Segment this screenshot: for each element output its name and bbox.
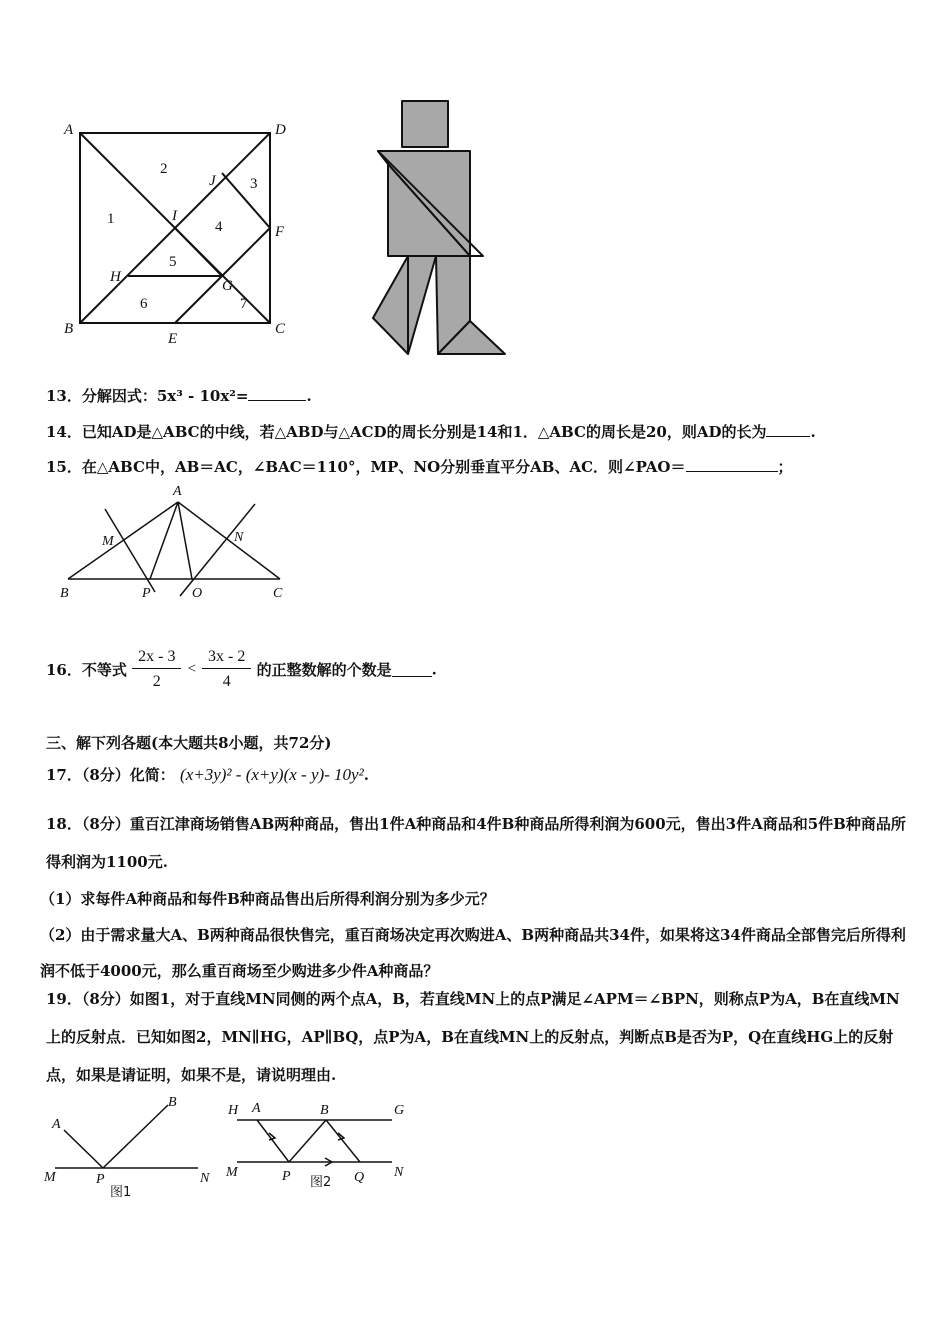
q15-answer-blank[interactable] bbox=[686, 457, 778, 472]
tangram-person-figure bbox=[368, 96, 513, 358]
fig1-label-N: N bbox=[200, 1171, 210, 1186]
region-5: 5 bbox=[169, 254, 177, 270]
q13-end: . bbox=[306, 387, 312, 405]
q16-lhs-fraction bbox=[132, 648, 181, 691]
label-C: C bbox=[275, 321, 286, 337]
fig1-label-P: P bbox=[96, 1172, 105, 1187]
label-E: E bbox=[168, 331, 178, 347]
region-2: 2 bbox=[160, 161, 168, 177]
fig2-label-M: M bbox=[226, 1165, 238, 1180]
region-3: 3 bbox=[250, 176, 258, 192]
question-13 bbox=[46, 385, 312, 406]
label-H: H bbox=[110, 269, 121, 285]
q14-answer-blank[interactable] bbox=[766, 422, 810, 437]
tri-label-C: C bbox=[273, 586, 283, 601]
fig2-caption: 图2 bbox=[310, 1175, 332, 1190]
question-19: 19．（8分）如图1，对于直线MN同侧的两个点A，B，若直线MN上的点P满足∠APM＝∠BPN，则称点P为A，B在直线MN上的反射点．已知如图2，MN∥HG，AP∥BQ，点P为A，B在直线MN上的反射点，判断点B是否为P，Q在直线HG上的反射点，如果是请证明，如果不是，请说明理由. bbox=[46, 990, 900, 1084]
q16-lhs-numerator: 2x - 3 bbox=[132, 648, 181, 669]
label-G: G bbox=[222, 278, 233, 294]
q14-text: 14．已知AD是△ABC的中线，若△ABD与△ACD的周长分别是14和1．△ABC的周长是20，则AD的长为 bbox=[46, 423, 767, 441]
tri-label-B: B bbox=[60, 586, 69, 601]
q15-end: ； bbox=[777, 458, 793, 476]
question-14 bbox=[46, 421, 816, 442]
region-1: 1 bbox=[107, 211, 115, 227]
isosceles-triangle-figure bbox=[50, 484, 295, 609]
tri-label-P: P bbox=[142, 586, 151, 601]
fig1-label-M: M bbox=[44, 1170, 56, 1185]
q13-text: 13．分解因式：5x³ - 10x²= bbox=[46, 387, 249, 405]
label-D: D bbox=[275, 122, 286, 138]
q17-expression: (x+3y)² - (x+y)(x - y)- 10y² bbox=[180, 765, 364, 784]
q17-text: 17．（8分）化简： bbox=[46, 766, 175, 784]
fig2-label-P: P bbox=[282, 1169, 291, 1184]
tri-label-M: M bbox=[102, 534, 114, 549]
question-18 bbox=[40, 805, 906, 989]
q18-part1: （1）求每件A种商品和每件B种商品售出后所得利润分别为多少元？ bbox=[40, 890, 495, 908]
fig1-caption: 图1 bbox=[110, 1185, 132, 1200]
fig1-label-A: A bbox=[52, 1117, 61, 1132]
left-leg bbox=[408, 256, 436, 354]
q16-end: . bbox=[431, 660, 437, 679]
figure-1 bbox=[40, 1090, 220, 1205]
question-17 bbox=[46, 764, 369, 785]
q16-rhs-numerator: 3x - 2 bbox=[202, 648, 251, 669]
fig2-label-H: H bbox=[228, 1103, 239, 1118]
q16-lhs-denominator: 2 bbox=[152, 673, 161, 690]
q16-rhs-fraction bbox=[202, 648, 251, 691]
question-15 bbox=[46, 456, 793, 477]
q18-part2: （2）由于需求量大A、B两种商品很快售完，重百商场决定再次购进A、B两种商品共34件，如果将这34件商品全部售完后所得利润不低于4000元，那么重百商场至少购进多少件A种商品？ bbox=[40, 926, 906, 980]
label-F: F bbox=[275, 224, 285, 240]
question-16 bbox=[46, 648, 437, 691]
q17-end: . bbox=[363, 766, 369, 784]
fig2-label-Q: Q bbox=[354, 1170, 365, 1185]
q16-rhs-denominator: 4 bbox=[222, 673, 231, 690]
q13-answer-blank[interactable] bbox=[248, 386, 306, 401]
q16-answer-blank[interactable] bbox=[392, 662, 432, 677]
label-J: J bbox=[209, 173, 216, 189]
label-A: A bbox=[64, 122, 74, 138]
tri-label-N: N bbox=[234, 530, 244, 545]
label-I: I bbox=[172, 208, 177, 224]
region-4: 4 bbox=[215, 219, 223, 235]
q18-text: 18．（8分）重百江津商场销售AB两种商品，售出1件A种商品和4件B种商品所得利润为600元，售出3件A商品和5件B种商品所得利润为1100元. bbox=[46, 815, 906, 871]
fig2-label-B: B bbox=[320, 1103, 329, 1118]
figure-2 bbox=[222, 1090, 422, 1205]
tangram-square-figure bbox=[60, 118, 300, 348]
fig2-label-N: N bbox=[394, 1165, 404, 1180]
head-square bbox=[402, 101, 448, 147]
tri-label-A: A bbox=[173, 484, 182, 499]
q16-prefix: 16．不等式 bbox=[46, 661, 127, 679]
q16-less-than: < bbox=[186, 661, 197, 677]
fig1-label-B: B bbox=[168, 1095, 177, 1110]
q14-end: . bbox=[810, 423, 816, 441]
left-foot bbox=[373, 256, 408, 354]
q16-suffix: 的正整数解的个数是 bbox=[256, 661, 392, 679]
fig2-label-A: A bbox=[252, 1101, 261, 1116]
q15-text: 15．在△ABC中，AB＝AC，∠BAC＝110°，MP、NO分别垂直平分AB、AC．则∠PAO＝ bbox=[46, 458, 686, 476]
region-6: 6 bbox=[140, 296, 148, 312]
tri-label-O: O bbox=[192, 586, 203, 601]
label-B: B bbox=[64, 321, 74, 337]
region-7: 7 bbox=[240, 296, 248, 312]
section-3-heading: 三、解下列各题(本大题共8小题，共72分) bbox=[46, 734, 332, 752]
fig2-label-G: G bbox=[394, 1103, 405, 1118]
